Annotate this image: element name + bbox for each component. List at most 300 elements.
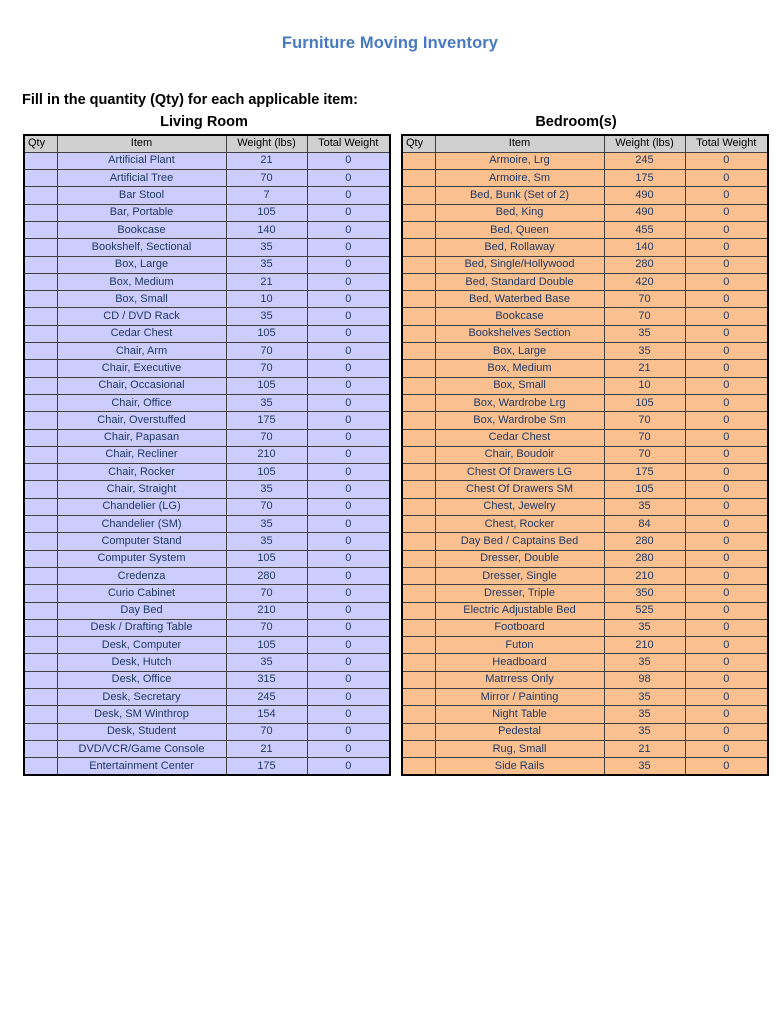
weight-cell: 280 [604,256,685,273]
total-weight-cell: 0 [685,325,768,342]
qty-input-cell[interactable] [24,723,57,740]
qty-input-cell[interactable] [402,516,435,533]
qty-input-cell[interactable] [24,325,57,342]
weight-cell: 98 [604,671,685,688]
table-row [24,412,390,429]
item-name-cell: Box, Large [57,256,226,273]
weight-cell: 70 [604,412,685,429]
weight-cell: 70 [226,170,307,187]
item-name-cell: Day Bed [57,602,226,619]
table-header-living-room [24,135,390,152]
inventory-table-living-room [23,134,391,776]
qty-input-cell[interactable] [402,533,435,550]
weight-cell: 21 [226,740,307,757]
qty-input-cell[interactable] [24,291,57,308]
weight-cell: 35 [226,654,307,671]
total-weight-cell: 0 [685,256,768,273]
table-row [24,394,390,411]
total-weight-cell: 0 [307,291,390,308]
table-row [402,498,768,515]
weight-cell: 35 [604,758,685,775]
qty-input-cell[interactable] [24,221,57,238]
table-row [24,221,390,238]
qty-input-cell[interactable] [402,567,435,584]
qty-input-cell[interactable] [402,325,435,342]
item-name-cell: Chair, Straight [57,481,226,498]
header-total-weight: Total Weight [685,135,768,152]
qty-input-cell[interactable] [402,619,435,636]
qty-input-cell[interactable] [24,567,57,584]
qty-input-cell[interactable] [402,308,435,325]
item-name-cell: Chest, Jewelry [435,498,604,515]
weight-cell: 70 [604,446,685,463]
table-row [402,602,768,619]
total-weight-cell: 0 [685,412,768,429]
item-name-cell: Matrress Only [435,671,604,688]
header-weight: Weight (lbs) [226,135,307,152]
qty-input-cell[interactable] [402,498,435,515]
item-name-cell: Desk, Student [57,723,226,740]
table-row [402,394,768,411]
total-weight-cell: 0 [685,273,768,290]
qty-input-cell[interactable] [24,152,57,169]
qty-input-cell[interactable] [402,446,435,463]
weight-cell: 70 [226,723,307,740]
total-weight-cell: 0 [685,637,768,654]
table-row [402,740,768,757]
total-weight-cell: 0 [307,360,390,377]
total-weight-cell: 0 [307,273,390,290]
weight-cell: 490 [604,187,685,204]
weight-cell: 210 [226,602,307,619]
total-weight-cell: 0 [307,706,390,723]
qty-input-cell[interactable] [402,221,435,238]
weight-cell: 105 [226,550,307,567]
weight-cell: 35 [226,533,307,550]
weight-cell: 35 [604,689,685,706]
section-title-living-room: Living Room [160,114,248,130]
qty-input-cell[interactable] [24,602,57,619]
item-name-cell: Armoire, Sm [435,170,604,187]
qty-input-cell[interactable] [402,481,435,498]
header-qty: Qty [24,135,57,152]
weight-cell: 245 [226,689,307,706]
weight-cell: 35 [604,654,685,671]
table-row [402,187,768,204]
item-name-cell: Bed, Waterbed Base [435,291,604,308]
item-name-cell: Curio Cabinet [57,585,226,602]
total-weight-cell: 0 [685,239,768,256]
qty-input-cell[interactable] [24,533,57,550]
qty-input-cell[interactable] [24,740,57,757]
table-row [402,689,768,706]
item-name-cell: Chair, Overstuffed [57,412,226,429]
total-weight-cell: 0 [685,481,768,498]
total-weight-cell: 0 [307,567,390,584]
table-body-bedroom [402,152,768,775]
table-row [24,740,390,757]
item-name-cell: Chair, Occasional [57,377,226,394]
item-name-cell: Bed, Bunk (Set of 2) [435,187,604,204]
weight-cell: 35 [604,343,685,360]
weight-cell: 35 [226,481,307,498]
qty-input-cell[interactable] [402,602,435,619]
qty-input-cell[interactable] [402,706,435,723]
total-weight-cell: 0 [685,498,768,515]
total-weight-cell: 0 [685,550,768,567]
qty-input-cell[interactable] [402,671,435,688]
total-weight-cell: 0 [307,619,390,636]
table-row [402,481,768,498]
total-weight-cell: 0 [685,758,768,775]
item-name-cell: Bar Stool [57,187,226,204]
table-row [402,723,768,740]
weight-cell: 10 [226,291,307,308]
qty-input-cell[interactable] [402,377,435,394]
table-row [402,446,768,463]
item-name-cell: Pedestal [435,723,604,740]
item-name-cell: Box, Medium [57,273,226,290]
total-weight-cell: 0 [685,446,768,463]
table-row [24,325,390,342]
qty-input-cell[interactable] [402,429,435,446]
total-weight-cell: 0 [307,221,390,238]
item-name-cell: Box, Small [435,377,604,394]
total-weight-cell: 0 [307,498,390,515]
weight-cell: 140 [604,239,685,256]
total-weight-cell: 0 [307,377,390,394]
table-row [402,239,768,256]
item-name-cell: Bed, Rollaway [435,239,604,256]
qty-input-cell[interactable] [402,343,435,360]
total-weight-cell: 0 [307,533,390,550]
qty-input-cell[interactable] [24,308,57,325]
item-name-cell: Bed, Single/Hollywood [435,256,604,273]
table-row [402,256,768,273]
qty-input-cell[interactable] [402,740,435,757]
weight-cell: 140 [226,221,307,238]
weight-cell: 525 [604,602,685,619]
total-weight-cell: 0 [307,187,390,204]
item-name-cell: Entertainment Center [57,758,226,775]
weight-cell: 70 [226,498,307,515]
qty-input-cell[interactable] [402,256,435,273]
qty-input-cell[interactable] [24,170,57,187]
qty-input-cell[interactable] [402,239,435,256]
weight-cell: 210 [226,446,307,463]
total-weight-cell: 0 [307,689,390,706]
table-row [24,533,390,550]
table-row [402,204,768,221]
weight-cell: 175 [604,464,685,481]
table-row [24,550,390,567]
qty-input-cell[interactable] [402,758,435,775]
weight-cell: 35 [226,239,307,256]
item-name-cell: Footboard [435,619,604,636]
table-row [24,377,390,394]
weight-cell: 35 [604,706,685,723]
weight-cell: 175 [226,412,307,429]
item-name-cell: Chest, Rocker [435,516,604,533]
header-row [24,135,390,152]
item-name-cell: Box, Wardrobe Lrg [435,394,604,411]
qty-input-cell[interactable] [402,689,435,706]
total-weight-cell: 0 [307,671,390,688]
table-row [24,758,390,775]
page-title: Furniture Moving Inventory [281,34,499,52]
qty-input-cell[interactable] [402,170,435,187]
table-row [402,654,768,671]
table-row [24,429,390,446]
item-name-cell: Electric Adjustable Bed [435,602,604,619]
total-weight-cell: 0 [685,464,768,481]
total-weight-cell: 0 [685,343,768,360]
item-name-cell: Chair, Arm [57,343,226,360]
item-name-cell: Dresser, Double [435,550,604,567]
qty-input-cell[interactable] [24,550,57,567]
qty-input-cell[interactable] [24,619,57,636]
qty-input-cell[interactable] [402,204,435,221]
item-name-cell: CD / DVD Rack [57,308,226,325]
weight-cell: 35 [604,723,685,740]
weight-cell: 70 [226,585,307,602]
qty-input-cell[interactable] [402,654,435,671]
weight-cell: 35 [604,498,685,515]
section-spacer [385,113,395,132]
item-name-cell: Chair, Rocker [57,464,226,481]
table-body-living-room [24,152,390,775]
weight-cell: 70 [226,360,307,377]
item-name-cell: Desk, Secretary [57,689,226,706]
item-name-cell: Bed, King [435,204,604,221]
qty-input-cell[interactable] [24,481,57,498]
weight-cell: 420 [604,273,685,290]
weight-cell: 70 [226,619,307,636]
qty-input-cell[interactable] [402,152,435,169]
qty-input-cell[interactable] [24,637,57,654]
qty-input-cell[interactable] [24,343,57,360]
qty-input-cell[interactable] [24,689,57,706]
weight-cell: 21 [604,740,685,757]
qty-input-cell[interactable] [24,412,57,429]
item-name-cell: Chest Of Drawers SM [435,481,604,498]
qty-input-cell[interactable] [24,429,57,446]
weight-cell: 21 [604,360,685,377]
item-name-cell: Desk, SM Winthrop [57,706,226,723]
table-row [24,671,390,688]
qty-input-cell[interactable] [24,239,57,256]
total-weight-cell: 0 [685,308,768,325]
qty-input-cell[interactable] [402,412,435,429]
item-name-cell: Bookcase [57,221,226,238]
table-row [24,689,390,706]
total-weight-cell: 0 [685,394,768,411]
qty-input-cell[interactable] [24,394,57,411]
qty-input-cell[interactable] [24,377,57,394]
item-name-cell: Mirror / Painting [435,689,604,706]
table-row [402,152,768,169]
item-name-cell: Bookshelves Section [435,325,604,342]
table-row [24,723,390,740]
header-row [402,135,768,152]
inventory-table-bedroom [401,134,769,776]
total-weight-cell: 0 [685,619,768,636]
weight-cell: 105 [226,204,307,221]
weight-cell: 210 [604,567,685,584]
item-name-cell: Chair, Office [57,394,226,411]
qty-input-cell[interactable] [24,654,57,671]
total-weight-cell: 0 [307,412,390,429]
table-row [24,654,390,671]
qty-input-cell[interactable] [24,446,57,463]
qty-input-cell[interactable] [24,187,57,204]
weight-cell: 490 [604,204,685,221]
weight-cell: 35 [226,308,307,325]
qty-input-cell[interactable] [24,758,57,775]
total-weight-cell: 0 [685,291,768,308]
item-name-cell: Chair, Boudoir [435,446,604,463]
table-row [402,637,768,654]
total-weight-cell: 0 [685,585,768,602]
qty-input-cell[interactable] [24,256,57,273]
item-name-cell: Bed, Standard Double [435,273,604,290]
qty-input-cell[interactable] [402,585,435,602]
table-row [402,516,768,533]
table-header-bedroom [402,135,768,152]
table-row [402,619,768,636]
qty-input-cell[interactable] [402,637,435,654]
table-row [24,256,390,273]
item-name-cell: Box, Small [57,291,226,308]
table-row [24,602,390,619]
table-row [402,360,768,377]
table-row [24,170,390,187]
weight-cell: 175 [226,758,307,775]
total-weight-cell: 0 [307,654,390,671]
weight-cell: 105 [604,394,685,411]
qty-input-cell[interactable] [24,498,57,515]
qty-input-cell[interactable] [24,273,57,290]
weight-cell: 35 [226,516,307,533]
item-name-cell: Futon [435,637,604,654]
qty-input-cell[interactable] [402,394,435,411]
total-weight-cell: 0 [685,689,768,706]
header-qty: Qty [402,135,435,152]
qty-input-cell[interactable] [402,291,435,308]
qty-input-cell[interactable] [24,464,57,481]
qty-input-cell[interactable] [24,706,57,723]
item-name-cell: Artificial Plant [57,152,226,169]
total-weight-cell: 0 [685,706,768,723]
item-name-cell: Chair, Recliner [57,446,226,463]
total-weight-cell: 0 [307,325,390,342]
weight-cell: 105 [226,464,307,481]
qty-input-cell[interactable] [24,671,57,688]
section-header-row [0,109,780,132]
table-row [24,446,390,463]
item-name-cell: Cedar Chest [435,429,604,446]
weight-cell: 21 [226,152,307,169]
total-weight-cell: 0 [685,360,768,377]
total-weight-cell: 0 [307,602,390,619]
item-name-cell: Desk, Computer [57,637,226,654]
weight-cell: 105 [226,325,307,342]
weight-cell: 350 [604,585,685,602]
total-weight-cell: 0 [685,516,768,533]
item-name-cell: Bookcase [435,308,604,325]
total-weight-cell: 0 [307,308,390,325]
item-name-cell: Computer System [57,550,226,567]
total-weight-cell: 0 [307,394,390,411]
table-row [24,585,390,602]
qty-input-cell[interactable] [402,550,435,567]
item-name-cell: Bookshelf, Sectional [57,239,226,256]
weight-cell: 280 [226,567,307,584]
qty-input-cell[interactable] [24,585,57,602]
qty-input-cell[interactable] [24,204,57,221]
qty-input-cell[interactable] [402,187,435,204]
qty-input-cell[interactable] [402,273,435,290]
total-weight-cell: 0 [307,343,390,360]
table-row [24,308,390,325]
qty-input-cell[interactable] [402,360,435,377]
table-row [402,170,768,187]
total-weight-cell: 0 [307,239,390,256]
total-weight-cell: 0 [307,256,390,273]
weight-cell: 315 [226,671,307,688]
table-row [402,671,768,688]
item-name-cell: Box, Wardrobe Sm [435,412,604,429]
table-row [402,273,768,290]
table-row [402,291,768,308]
weight-cell: 280 [604,550,685,567]
qty-input-cell[interactable] [402,723,435,740]
total-weight-cell: 0 [685,204,768,221]
qty-input-cell[interactable] [24,360,57,377]
table-row [402,325,768,342]
table-row [24,637,390,654]
weight-cell: 245 [604,152,685,169]
total-weight-cell: 0 [685,377,768,394]
instruction-text: Fill in the quantity (Qty) for each applicable item: [22,92,358,108]
item-name-cell: Armoire, Lrg [435,152,604,169]
table-row [402,412,768,429]
item-name-cell: Bar, Portable [57,204,226,221]
weight-cell: 70 [604,308,685,325]
item-name-cell: Chest Of Drawers LG [435,464,604,481]
item-name-cell: Desk / Drafting Table [57,619,226,636]
total-weight-cell: 0 [685,671,768,688]
weight-cell: 35 [226,394,307,411]
table-row [402,550,768,567]
table-row [24,360,390,377]
item-name-cell: Credenza [57,567,226,584]
table-row [24,204,390,221]
weight-cell: 105 [604,481,685,498]
header-total-weight: Total Weight [307,135,390,152]
item-name-cell: Dresser, Triple [435,585,604,602]
item-name-cell: Desk, Hutch [57,654,226,671]
weight-cell: 175 [604,170,685,187]
weight-cell: 35 [604,619,685,636]
total-weight-cell: 0 [685,152,768,169]
table-row [24,619,390,636]
total-weight-cell: 0 [307,170,390,187]
qty-input-cell[interactable] [24,516,57,533]
qty-input-cell[interactable] [402,464,435,481]
total-weight-cell: 0 [685,723,768,740]
total-weight-cell: 0 [685,654,768,671]
